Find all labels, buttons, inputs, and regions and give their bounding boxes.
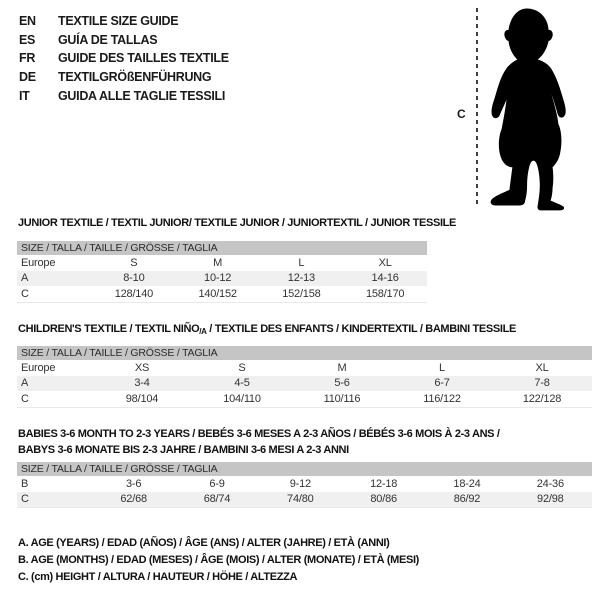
table-row <box>17 376 592 392</box>
table-row <box>17 286 427 302</box>
table-cell: 68/74 <box>203 493 231 506</box>
measurement-legend <box>18 535 419 586</box>
language-row <box>19 12 229 31</box>
table-cell: 158/170 <box>365 287 405 300</box>
language-row <box>19 49 229 68</box>
table-row <box>17 271 427 287</box>
babies-title-line2: BABYS 3-6 MONATE BIS 2-3 JAHRE / BAMBINI 3-6 MESI A 2-3 ANNI <box>18 444 349 456</box>
language-label: GUIDA ALLE TAGLIE TESSILI <box>58 88 226 103</box>
legend-line-b: B. AGE (MONTHS) / EDAD (MESES) / ÂGE (MOIS) / ALTER (MONATE) / ETÀ (MESI) <box>18 554 419 566</box>
table-cell: L <box>439 361 445 374</box>
table-cell: S <box>238 361 246 374</box>
row-label: B <box>21 477 29 490</box>
children-title-subscript: /A <box>199 327 207 336</box>
table-cell: 92/98 <box>537 493 564 506</box>
table-cell: 74/80 <box>287 493 314 506</box>
table-cell: 12-18 <box>370 477 398 490</box>
table-cell: 98/104 <box>125 392 159 405</box>
children-size-table <box>17 346 592 408</box>
language-code: ES <box>19 32 36 47</box>
table-cell: 140/152 <box>198 287 237 300</box>
table-cell: 4-5 <box>234 377 250 390</box>
language-label: GUIDE DES TAILLES TEXTILE <box>58 51 229 66</box>
table-cell: XL <box>378 256 392 269</box>
children-title-post: / TEXTILE DES ENFANTS / KINDERTEXTIL / BAMBINI TESSILE <box>206 323 516 335</box>
junior-size-table <box>17 241 427 303</box>
legend-line-a: A. AGE (YEARS) / EDAD (AÑOS) / ÂGE (ANS) / ALTER (JAHRE) / ETÀ (ANNI) <box>18 537 390 549</box>
table-cell: 3-6 <box>126 477 142 490</box>
table-cell: 86/92 <box>453 493 481 506</box>
table-cell: 122/128 <box>522 392 562 405</box>
language-label: TEXTILE SIZE GUIDE <box>58 14 179 29</box>
table-cell: M <box>213 256 223 269</box>
table-row <box>17 391 592 407</box>
table-cell: 128/140 <box>114 287 154 300</box>
table-cell: XL <box>535 361 549 374</box>
language-row <box>19 68 229 87</box>
language-code: DE <box>19 70 36 85</box>
table-cell: M <box>337 361 347 374</box>
table-cell: 6-9 <box>209 477 225 490</box>
language-code: EN <box>19 14 36 29</box>
table-cell: 9-12 <box>289 477 311 490</box>
table-row <box>17 476 592 492</box>
table-cell: XS <box>134 361 150 374</box>
table-cell: S <box>130 256 138 269</box>
children-size-bar: SIZE / TALLA / TAILLE / GRÖSSE / TAGLIA <box>17 346 592 360</box>
table-cell: 18-24 <box>453 477 481 490</box>
row-label: A <box>21 377 29 390</box>
language-row <box>19 86 229 105</box>
row-label: C <box>21 287 29 300</box>
children-section-title <box>18 323 516 336</box>
table-cell: 24-36 <box>536 477 564 490</box>
language-code: IT <box>19 88 30 103</box>
table-cell: 110/116 <box>323 392 361 405</box>
height-measure-label: C <box>457 107 466 121</box>
table-row <box>17 360 592 376</box>
table-cell: 8-10 <box>123 272 145 285</box>
babies-size-bar: SIZE / TALLA / TAILLE / GRÖSSE / TAGLIA <box>17 462 592 476</box>
language-guide-list <box>19 12 229 105</box>
row-label: C <box>21 392 29 405</box>
babies-title-line1: BABIES 3-6 MONTH TO 2-3 YEARS / BEBÉS 3-6 MESES A 2-3 AÑOS / BÉBÉS 3-6 MOIS À 2-3 ANS / <box>18 428 500 440</box>
table-cell: 14-16 <box>371 272 399 285</box>
language-label: TEXTILGRÖßENFÜHRUNG <box>58 70 212 85</box>
table-row <box>17 255 427 271</box>
table-cell: 152/158 <box>282 287 321 300</box>
table-cell: 3-4 <box>134 377 150 390</box>
table-cell: L <box>298 256 305 269</box>
table-cell: 7-8 <box>534 377 550 390</box>
language-label: GUÍA DE TALLAS <box>58 32 158 47</box>
junior-size-bar: SIZE / TALLA / TAILLE / GRÖSSE / TAGLIA <box>17 241 427 255</box>
row-label: Europe <box>21 361 56 374</box>
table-cell: 6-7 <box>434 377 450 390</box>
legend-line-c: C. (cm) HEIGHT / ALTURA / HAUTEUR / HÖHE / ALTEZZA <box>18 571 298 583</box>
table-row <box>17 492 592 508</box>
table-cell: 12-13 <box>287 272 315 285</box>
row-label: Europe <box>21 256 56 269</box>
table-cell: 116/122 <box>423 392 461 405</box>
row-label: A <box>21 272 29 285</box>
table-cell: 62/68 <box>120 493 147 506</box>
junior-section-title: JUNIOR TEXTILE / TEXTIL JUNIOR/ TEXTILE JUNIOR / JUNIORTEXTIL / JUNIOR TESSILE <box>18 217 457 229</box>
babies-section-title <box>18 426 500 458</box>
language-row <box>19 31 229 50</box>
row-label: C <box>21 493 29 506</box>
table-cell: 5-6 <box>334 377 350 390</box>
baby-silhouette-icon <box>482 5 580 212</box>
height-dashed-line <box>476 8 478 208</box>
language-code: FR <box>19 51 36 66</box>
table-cell: 80/86 <box>370 493 397 506</box>
table-cell: 10-12 <box>204 272 232 285</box>
table-cell: 104/110 <box>223 392 261 405</box>
children-title-pre: CHILDREN'S TEXTILE / TEXTIL NIÑO <box>18 323 200 335</box>
babies-size-table <box>17 462 592 508</box>
